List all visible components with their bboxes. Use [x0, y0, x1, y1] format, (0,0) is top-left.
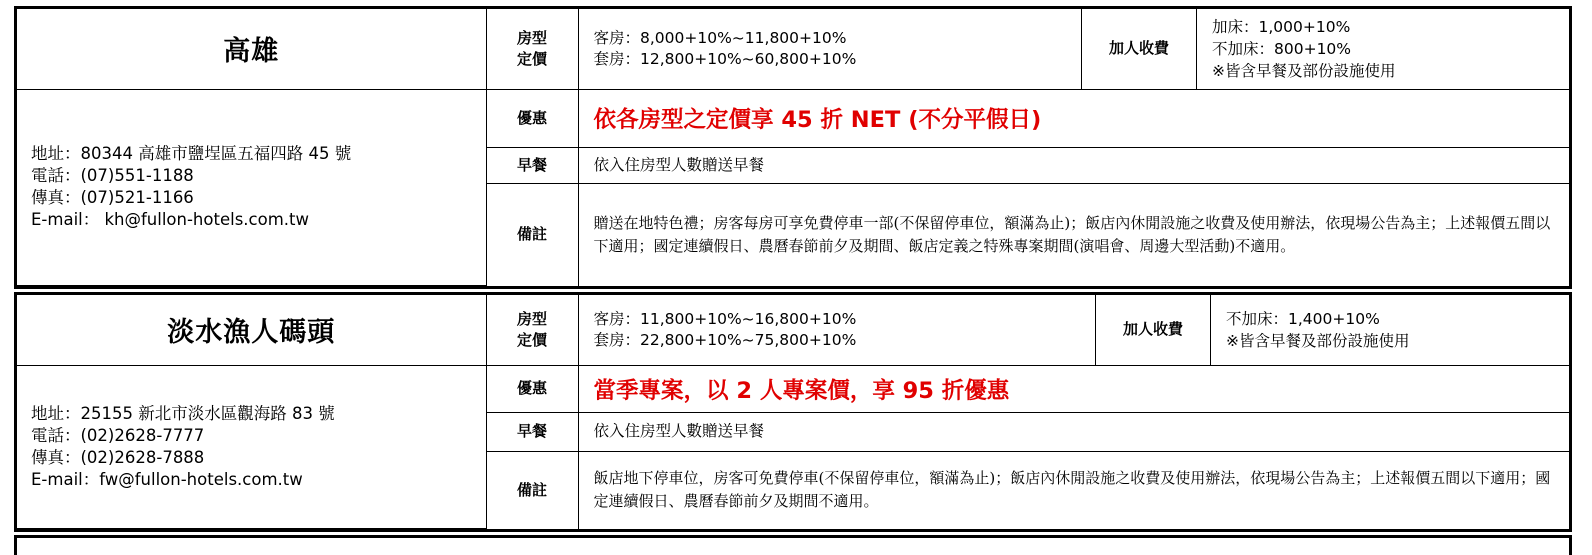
breakfast-text: 依入住房型人數贈送早餐	[578, 412, 1569, 451]
room-type-label	[486, 9, 578, 89]
breakfast-text: 依入住房型人數贈送早餐	[578, 147, 1569, 183]
fax: 傳真：(07)521-1166	[31, 188, 194, 208]
email: E-mail： kh@fullon-hotels.com.tw	[31, 210, 309, 230]
next-hotel-block-partial	[14, 535, 1572, 555]
room-price-row	[578, 9, 1569, 89]
contact-info	[17, 89, 486, 286]
promo-label: 優惠	[486, 89, 578, 147]
promo-label: 優惠	[486, 365, 578, 412]
promo-text: 依各房型之定價享 45 折 NET (不分平假日)	[578, 89, 1569, 147]
room-price-suite: 套房：22,800+10%~75,800+10%	[593, 330, 857, 349]
extra-fee-line: ※皆含早餐及部份設施使用	[1226, 331, 1410, 350]
extra-fee-line: 加床：1,000+10%	[1212, 17, 1351, 36]
room-prices	[579, 9, 1082, 89]
room-type-label-line2: 定價	[516, 330, 547, 349]
breakfast-label: 早餐	[486, 412, 578, 451]
hotel-tamsui-block	[14, 292, 1572, 532]
contact-info	[17, 365, 486, 529]
breakfast-label: 早餐	[486, 147, 578, 183]
notes-label: 備註	[486, 451, 578, 529]
phone: 電話：(02)2628-7777	[31, 425, 205, 445]
extra-fee-line: ※皆含早餐及部份設施使用	[1212, 61, 1396, 80]
extra-person-label: 加人收費	[1082, 9, 1197, 89]
hotel-name: 高雄	[17, 9, 486, 89]
hotel-name: 淡水漁人碼頭	[17, 295, 486, 365]
notes-text: 贈送在地特色禮；房客每房可享免費停車一部(不保留停車位，額滿為止)；飯店內休閒設施之收費及使用辦法，依現場公告為主；上述報價五間以下適用；國定連續假日、農曆春節前夕及期間、飯店定義之特殊專案期間(演唱會、周邊大型活動)不適用。	[578, 183, 1569, 286]
phone: 電話：(07)551-1188	[31, 166, 194, 186]
address: 地址：25155 新北市淡水區觀海路 83 號	[31, 403, 335, 423]
extra-fee-line: 不加床：800+10%	[1212, 39, 1352, 58]
extra-person-label: 加人收費	[1096, 295, 1211, 365]
email: E-mail：fw@fullon-hotels.com.tw	[31, 469, 303, 489]
address: 地址：80344 高雄市鹽埕區五福四路 45 號	[31, 144, 352, 164]
room-type-label-line1: 房型	[516, 28, 547, 47]
fax: 傳真：(02)2628-7888	[31, 447, 205, 467]
notes-label: 備註	[486, 183, 578, 286]
room-type-label-line2: 定價	[516, 49, 547, 68]
extra-person-fees	[1197, 9, 1570, 89]
extra-fee-line: 不加床：1,400+10%	[1226, 309, 1380, 328]
room-type-label	[486, 295, 578, 365]
room-price-standard: 客房：11,800+10%~16,800+10%	[593, 309, 857, 328]
hotel-kaohsiung-block	[14, 6, 1572, 289]
notes-text: 飯店地下停車位，房客可免費停車(不保留停車位，額滿為止)；飯店內休閒設施之收費及使用辦法，依現場公告為主；上述報價五間以下適用；國定連續假日、農曆春節前夕及期間不適用。	[578, 451, 1569, 529]
extra-person-fees	[1211, 295, 1570, 365]
promo-text: 當季專案，以 2 人專案價，享 95 折優惠	[578, 365, 1569, 412]
room-price-standard: 客房：8,000+10%~11,800+10%	[593, 28, 847, 47]
room-prices	[579, 295, 1096, 365]
room-type-label-line1: 房型	[516, 309, 547, 328]
room-price-suite: 套房：12,800+10%~60,800+10%	[593, 49, 857, 68]
room-price-row	[578, 295, 1569, 365]
